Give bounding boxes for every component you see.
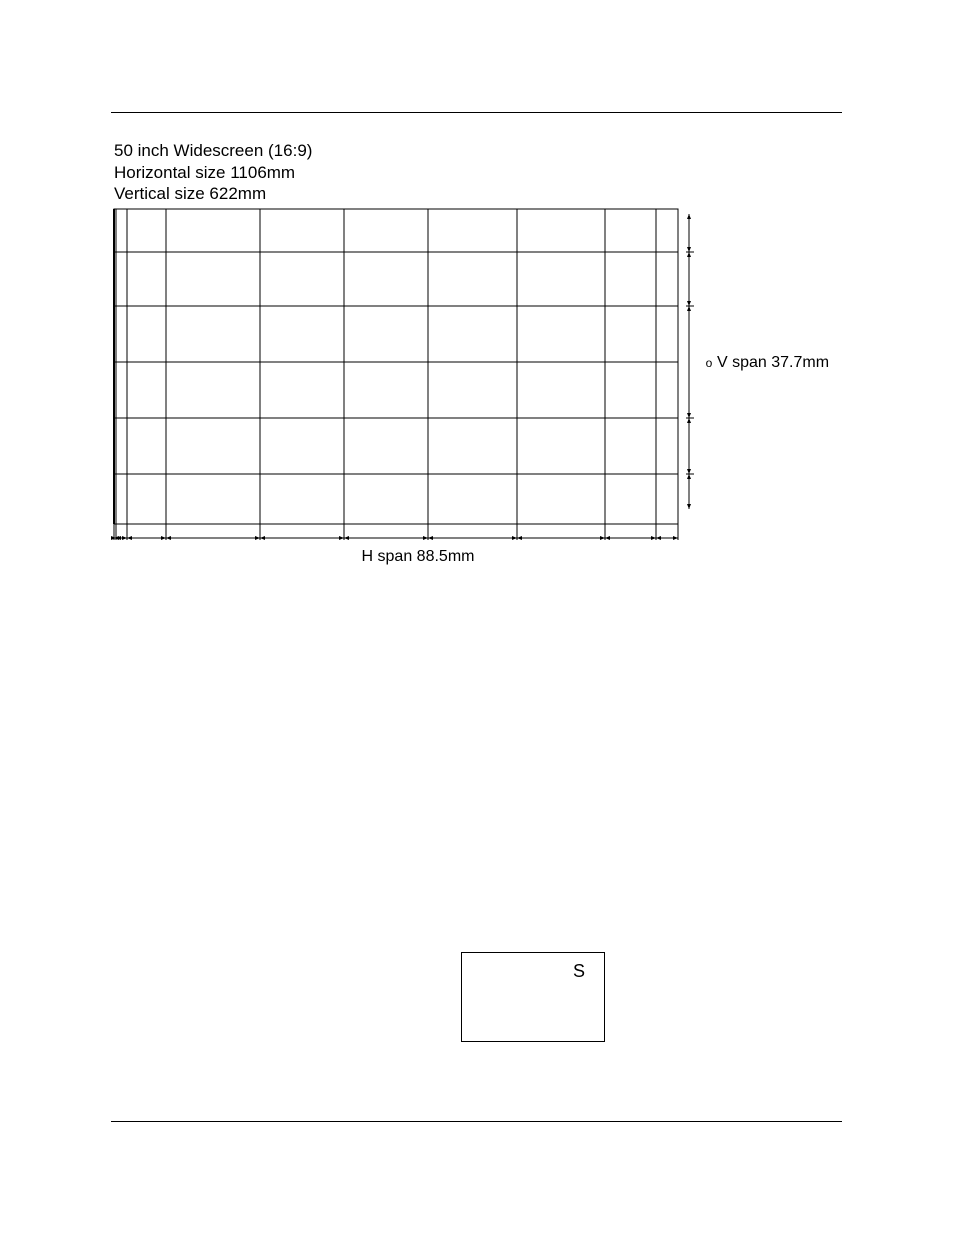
h-arrowhead bbox=[127, 536, 132, 540]
h-arrowhead bbox=[651, 536, 656, 540]
h-arrowhead bbox=[339, 536, 344, 540]
stamp-letter: S bbox=[573, 961, 586, 981]
v-arrowhead bbox=[687, 252, 691, 257]
h-arrowhead bbox=[600, 536, 605, 540]
h-arrowhead bbox=[656, 536, 661, 540]
h-arrowhead bbox=[260, 536, 265, 540]
h-arrowhead bbox=[344, 536, 349, 540]
h-arrowhead bbox=[166, 536, 171, 540]
h-arrowhead bbox=[255, 536, 260, 540]
caption-vertical-size: Vertical size 622mm bbox=[114, 184, 267, 203]
v-arrowhead bbox=[687, 301, 691, 306]
h-arrowhead bbox=[122, 536, 127, 540]
caption-screen-type: 50 inch Widescreen (16:9) bbox=[114, 141, 313, 160]
v-arrowhead bbox=[687, 504, 691, 509]
h-arrowhead bbox=[605, 536, 610, 540]
h-arrowhead bbox=[428, 536, 433, 540]
caption-horizontal-size: Horizontal size 1106mm bbox=[114, 162, 296, 182]
h-span-label: H span 88.5mm bbox=[361, 548, 475, 565]
stamp-box bbox=[461, 952, 605, 1042]
h-arrowhead bbox=[512, 536, 517, 540]
v-arrowhead bbox=[687, 418, 691, 423]
v-span-marker: o bbox=[705, 356, 713, 370]
v-arrowhead bbox=[687, 469, 691, 474]
footer-rule bbox=[111, 1121, 842, 1122]
h-span-dimension bbox=[111, 524, 678, 540]
grid-border bbox=[114, 209, 678, 524]
h-arrowhead bbox=[673, 536, 678, 540]
h-arrowhead bbox=[517, 536, 522, 540]
v-arrowhead bbox=[687, 474, 691, 479]
v-span-label: V span 37.7mm bbox=[717, 354, 830, 371]
h-arrowhead bbox=[423, 536, 428, 540]
grid-lines bbox=[114, 209, 678, 524]
h-arrowhead bbox=[161, 536, 166, 540]
v-arrowhead bbox=[687, 247, 691, 252]
v-span-dimension bbox=[686, 214, 694, 509]
v-arrowhead bbox=[687, 306, 691, 311]
v-arrowhead bbox=[687, 214, 691, 219]
v-arrowhead bbox=[687, 413, 691, 418]
